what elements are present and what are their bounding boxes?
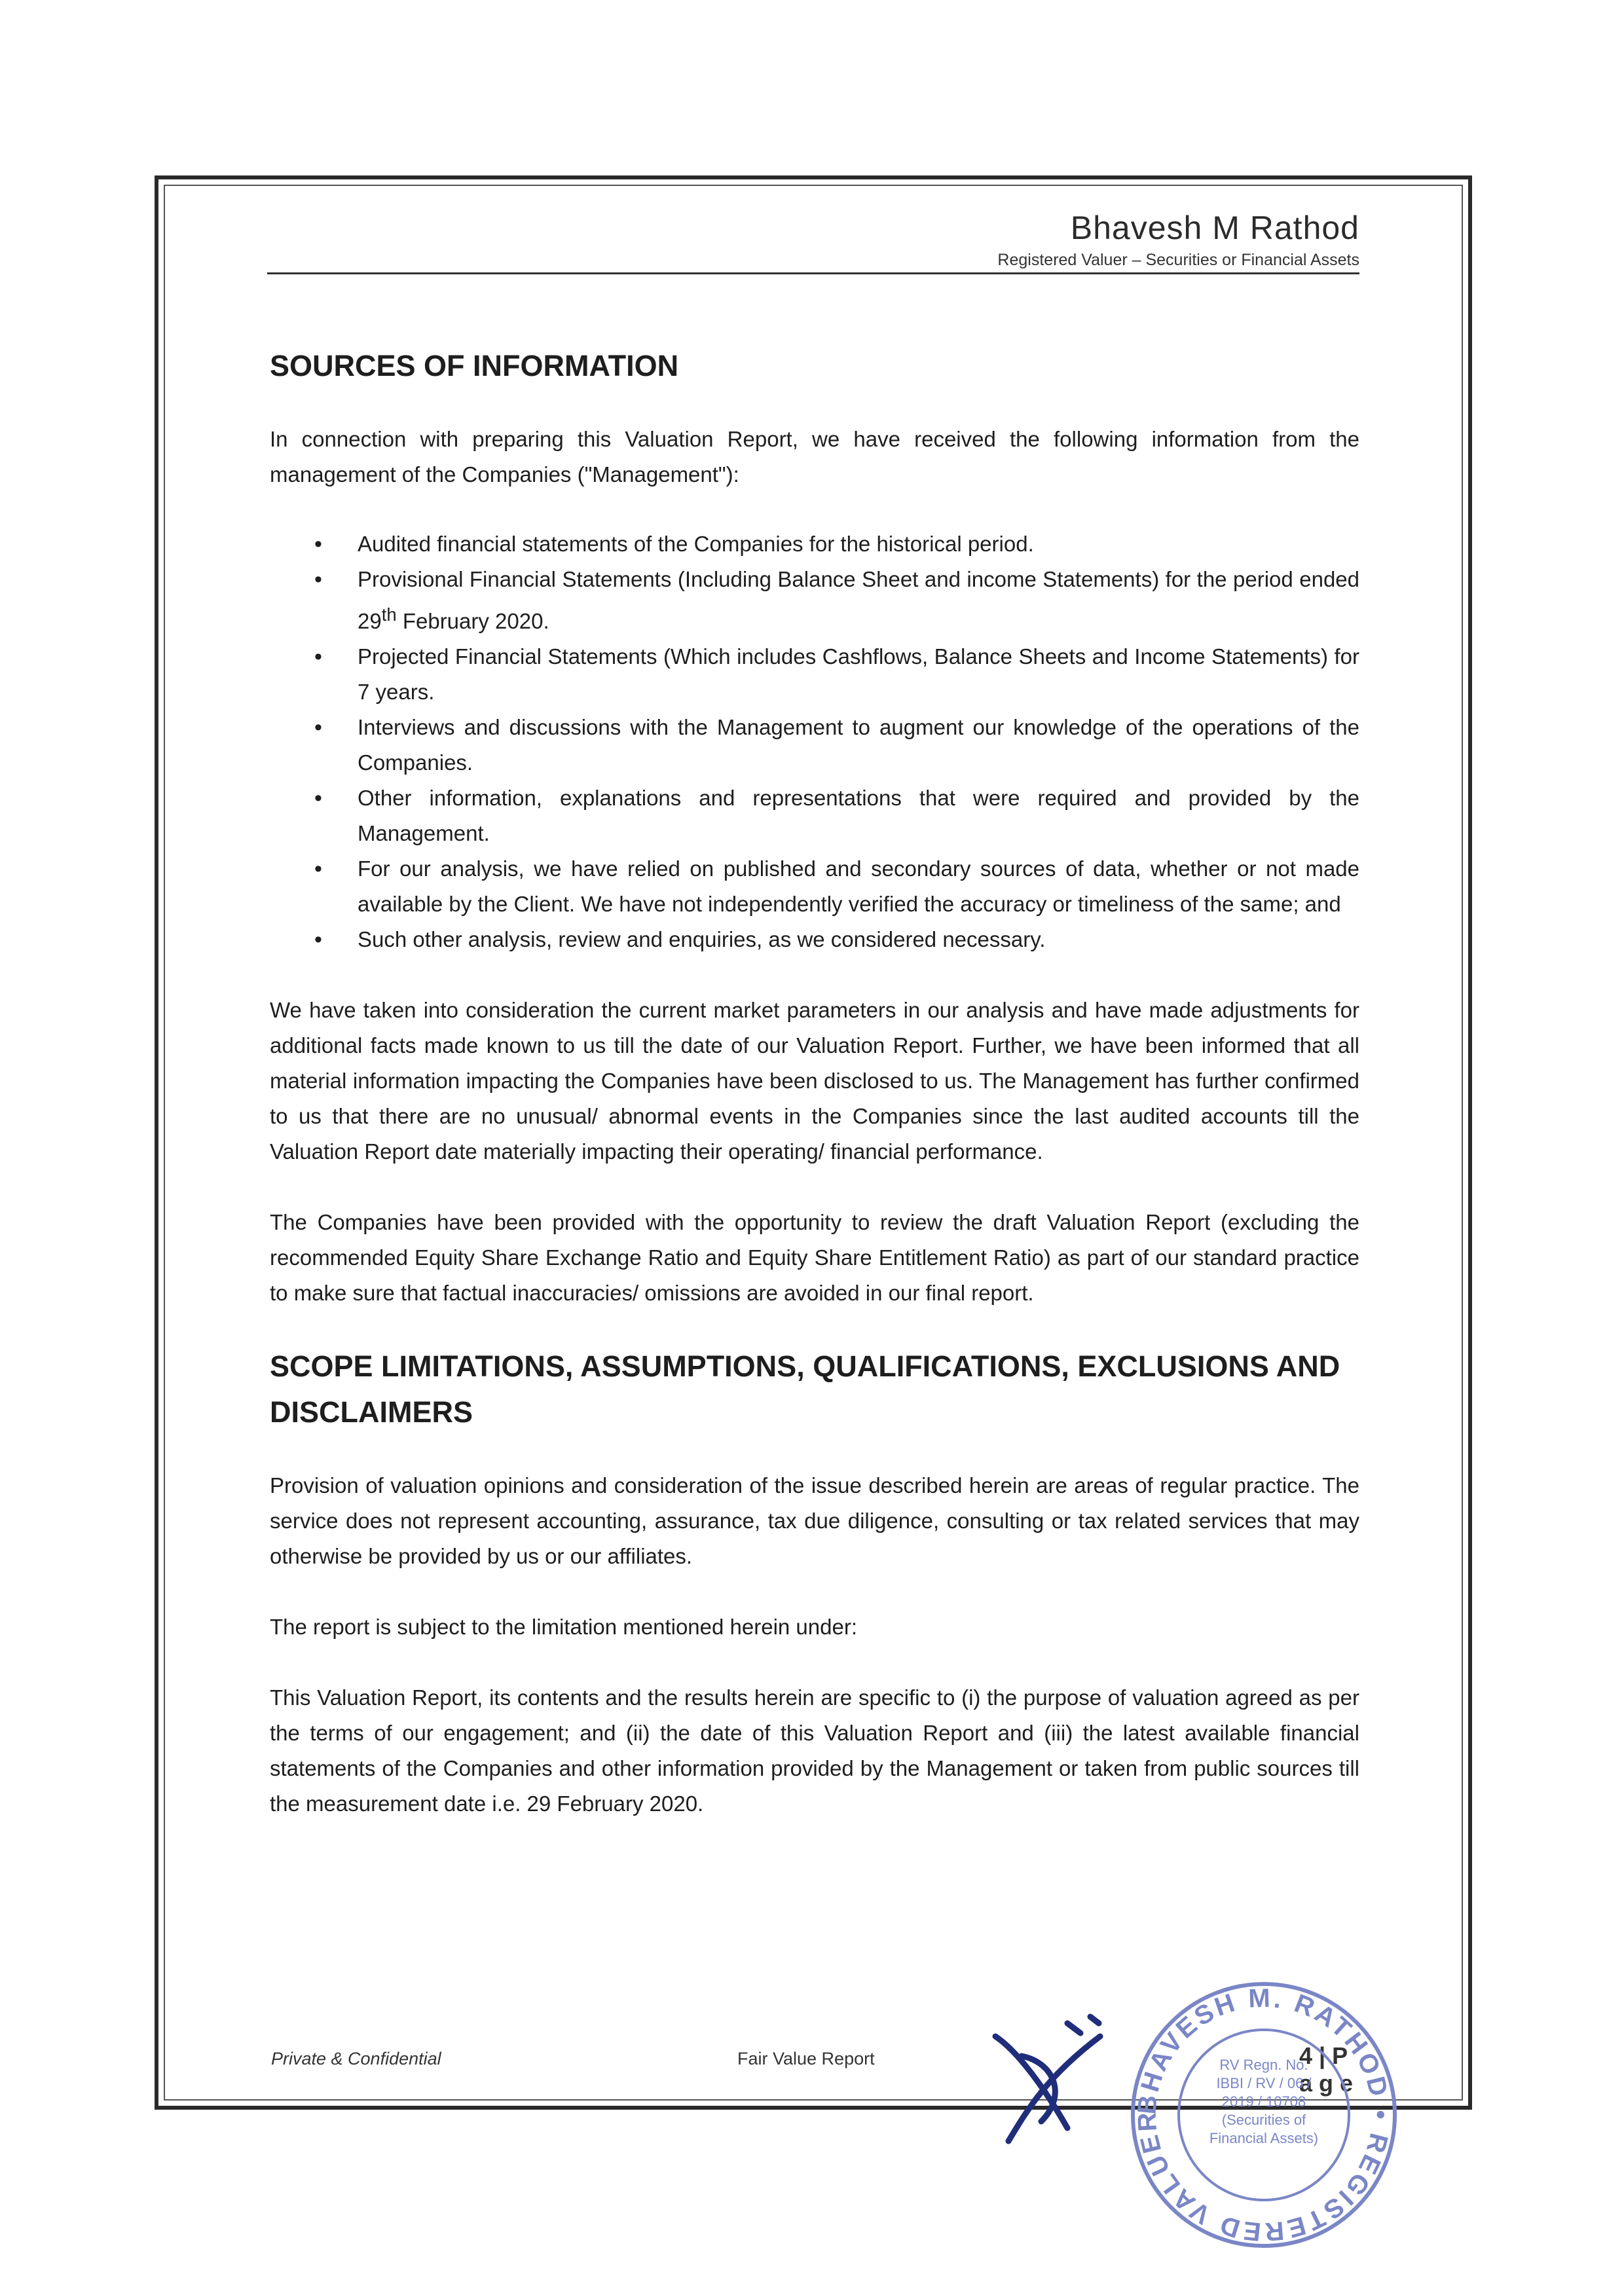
- valuer-role: Registered Valuer – Securities or Financial Assets: [997, 251, 1359, 269]
- sources-list: [270, 526, 1359, 957]
- list-item: • Projected Financial Statements (Which includes Cashflows, Balance Sheets and Income Statements) for 7 years.: [270, 639, 1359, 710]
- list-item: • Provisional Financial Statements (Including Balance Sheet and income Statements) for the period ended 29th February 2020.: [270, 562, 1359, 639]
- scope-paragraph-1: Provision of valuation opinions and consideration of the issue described herein are areas of regular practice. The service does not represent accounting, assurance, tax due diligence, consulting or tax related services that may otherwise be provided by us or our affiliates.: [270, 1473, 1359, 1568]
- document-body: [270, 343, 1359, 1822]
- scope-paragraph-2: The report is subject to the limitation mentioned herein under:: [270, 1615, 857, 1639]
- sources-paragraph-1: We have taken into consideration the current market parameters in our analysis and have made adjustments for additional facts made known to us till the date of our Valuation Report. Further, we have been informed that all material information impacting the Companies have been disclosed to us. The Management has further confirmed to us that there are no unusual/ abnormal events in the Companies since the last audited accounts till the Valuation Report date materially impacting their operating/ financial performance.: [270, 998, 1359, 1164]
- sources-intro: In connection with preparing this Valuation Report, we have received the following information from the management of the Companies ("Management"):: [270, 427, 1359, 487]
- registered-valuer-seal: [1126, 1977, 1401, 2252]
- list-item: • Interviews and discussions with the Management to augment our knowledge of the operations of the Companies.: [270, 710, 1359, 780]
- list-item: • Audited financial statements of the Companies for the historical period.: [270, 526, 1359, 562]
- page-frame: [155, 175, 1472, 2110]
- list-item: • Other information, explanations and representations that were required and provided by the Management.: [270, 780, 1359, 851]
- list-item: • For our analysis, we have relied on published and secondary sources of data, whether or not made available by the Client. We have not independently verified the accuracy or timeliness of the same; and: [270, 851, 1359, 922]
- seal-line: IBBI / RV / 06 /: [1216, 2075, 1312, 2091]
- seal-line: RV Regn. No.: [1219, 2057, 1308, 2073]
- scope-heading: SCOPE LIMITATIONS, ASSUMPTIONS, QUALIFICATIONS, EXCLUSIONS AND DISCLAIMERS: [270, 1349, 1340, 1429]
- svg-text:BHAVESH M. RATHOD • REGISTERED: BHAVESH M. RATHOD • REGISTERED VALUER: [1132, 1983, 1395, 2247]
- list-item: • Such other analysis, review and enquiries, as we considered necessary.: [270, 922, 1359, 957]
- seal-line: Financial Assets): [1209, 2130, 1319, 2146]
- valuer-name: Bhavesh M Rathod: [1070, 210, 1359, 246]
- page-number: 4 | P a g e: [1299, 2042, 1354, 2097]
- sources-paragraph-2: The Companies have been provided with the opportunity to review the draft Valuation Report (excluding the recommended Equity Share Exchange Ratio and Equity Share Entitlement Ratio) as part of our standard practice to make sure that factual inaccuracies/ omissions are avoided in our final report.: [270, 1210, 1359, 1305]
- ordinal-suffix: th: [381, 604, 397, 625]
- seal-line: 2019 / 10708: [1221, 2093, 1306, 2110]
- scope-paragraph-3: This Valuation Report, its contents and the results herein are specific to (i) the purpose of valuation agreed as per the terms of our engagement; and (ii) the date of this Valuation Report and (iii) the latest available financial statements of the Companies and other information provided by the Management or taken from public sources till the measurement date i.e. 29 February 2020.: [270, 1685, 1359, 1816]
- footer-report-name: Fair Value Report: [737, 2049, 875, 2068]
- letterhead: [997, 208, 1359, 270]
- footer-confidential: Private & Confidential: [271, 2049, 441, 2068]
- header-divider: [267, 272, 1359, 274]
- seal-line: (Securities of: [1221, 2112, 1306, 2128]
- sources-heading: SOURCES OF INFORMATION: [270, 349, 679, 382]
- signature-mark: [969, 1997, 1139, 2167]
